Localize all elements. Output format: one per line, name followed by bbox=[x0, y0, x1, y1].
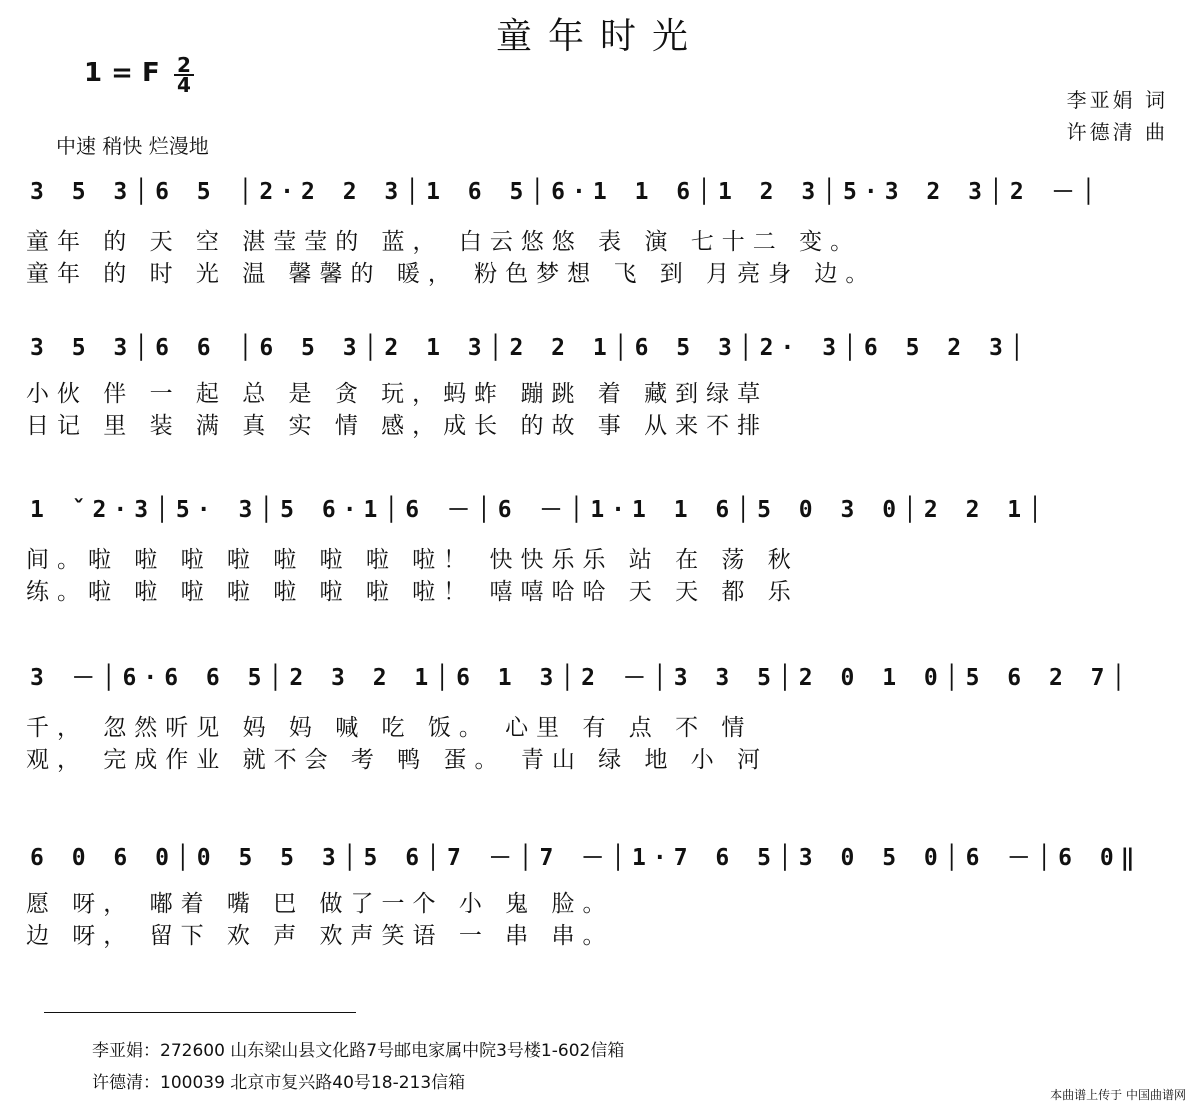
composer-address: 许德清：100039 北京市复兴路40号18-213信箱 bbox=[92, 1073, 466, 1093]
lyrics-line-5-verse-2: 边 呀， 留下 欢 声 欢声笑语 一 串 串。 bbox=[26, 923, 614, 949]
notation-text: 1 ˇ2·3│5· 3│5 6·1│6 －│6 －│1·1 1 6│5 0 3 0│2 2 1│ bbox=[30, 497, 1049, 523]
lyrics-line-4-verse-1: 千， 忽然听见 妈 妈 喊 吃 饭。 心里 有 点 不 情 bbox=[26, 715, 753, 741]
lyrics-line-2-verse-1: 小伙 伴 一 起 总 是 贪 玩，蚂蚱 蹦跳 着 藏到绿草 bbox=[26, 381, 769, 407]
notation-text: 3 5 3│6 6 │6 5 3│2 1 3│2 2 1│6 5 3│2· 3│6 5 2 3│ bbox=[30, 335, 1031, 361]
tempo-marking: 中速 稍快 烂漫地 bbox=[56, 134, 209, 158]
time-signature-bottom: 4 bbox=[177, 73, 191, 97]
upload-credit: 本曲谱上传于 中国曲谱网 bbox=[1050, 1088, 1186, 1102]
lyrics-line-4-verse-2: 观， 完成作业 就不会 考 鸭 蛋。 青山 绿 地 小 河 bbox=[26, 747, 769, 773]
key-signature: 1 = F bbox=[84, 58, 160, 88]
notation-text: 6 0 6 0│0 5 5 3│5 6│7 －│7 －│1·7 6 5│3 0 5 0│6 －│6 0‖ bbox=[30, 845, 1142, 871]
notation-text: 3 5 3│6 5 │2·2 2 3│1 6 5│6·1 1 6│1 2 3│5·3 2 3│2 －│ bbox=[30, 179, 1103, 205]
lyrics-line-5-verse-1: 愿 呀， 嘟着 嘴 巴 做了一个 小 鬼 脸。 bbox=[26, 891, 614, 917]
notation-text: 3 －│6·6 6 5│2 3 2 1│6 1 3│2 －│3 3 5│2 0 1 0│5 6 2 7│ bbox=[30, 665, 1133, 691]
notation-line-4 bbox=[30, 658, 1180, 718]
song-title: 童年时光 bbox=[495, 16, 704, 57]
footer-divider bbox=[44, 1012, 356, 1013]
lyricist-address: 李亚娟：272600 山东梁山县文化路7号邮电家属中院3号楼1-602信箱 bbox=[92, 1041, 625, 1061]
notation-line-1 bbox=[30, 172, 1180, 232]
lyrics-line-2-verse-2: 日记 里 装 满 真 实 情 感，成长 的故 事 从来不排 bbox=[26, 413, 769, 439]
lyrics-line-3-verse-1: 间。啦 啦 啦 啦 啦 啦 啦 啦！ 快快乐乐 站 在 荡 秋 bbox=[26, 547, 799, 573]
lyrics-line-3-verse-2: 练。啦 啦 啦 啦 啦 啦 啦 啦！ 嘻嘻哈哈 天 天 都 乐 bbox=[26, 579, 799, 605]
lyricist-credit: 李亚娟 词 bbox=[1066, 88, 1168, 112]
composer-credit: 许德清 曲 bbox=[1066, 120, 1168, 144]
lyrics-line-1-verse-2: 童年 的 时 光 温 馨馨的 暖， 粉色梦想 飞 到 月亮身 边。 bbox=[26, 261, 877, 287]
time-signature bbox=[172, 53, 196, 97]
notation-line-3 bbox=[30, 490, 1180, 550]
time-signature-top: 2 bbox=[177, 53, 191, 77]
lyrics-line-1-verse-1: 童年 的 天 空 湛莹莹的 蓝， 白云悠悠 表 演 七十二 变。 bbox=[26, 229, 862, 255]
